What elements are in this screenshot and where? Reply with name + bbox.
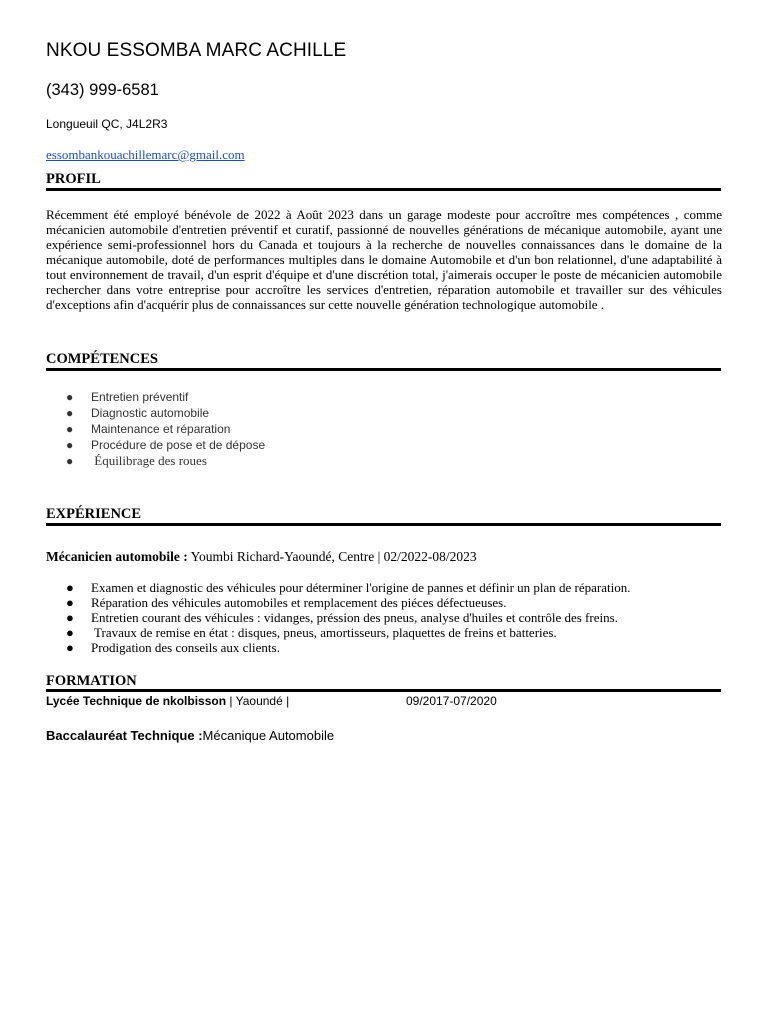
list-item bbox=[66, 405, 265, 421]
experience-bullet: Travaux de remise en état : disques, pneus, amortisseurs, plaquettes de freins et batteries. bbox=[91, 625, 557, 640]
candidate-name: NKOU ESSOMBA MARC ACHILLE bbox=[46, 40, 347, 61]
phone-number: (343) 999-6581 bbox=[46, 81, 159, 99]
bullet-icon: ● bbox=[66, 438, 74, 452]
list-item bbox=[66, 640, 631, 655]
email-link[interactable]: essombankouachillemarc@gmail.com bbox=[46, 147, 245, 162]
degree-value: Mécanique Automobile bbox=[202, 728, 335, 743]
bullet-icon: ● bbox=[66, 580, 74, 595]
bullet-icon: ● bbox=[66, 390, 74, 404]
education-entry bbox=[46, 694, 721, 708]
degree-label: Baccalauréat Technique : bbox=[46, 728, 203, 743]
list-item bbox=[66, 453, 265, 469]
job-details: Youmbi Richard-Yaoundé, Centre | 02/2022-08/2023 bbox=[187, 549, 477, 564]
profile-text: Récemment été employé bénévole de 2022 à Août 2023 dans un garage modeste pour accroître mes compétences , comme mécanicien automobile d'entretien préventif et curatif, passionné de nouvelles générations de mécanique automobile, ayant une expérience semi-professionnel hors du Canada et toujours à la recherche de nouvelles connaissances dans le domaine de la mécanique automobile, doté de performances multiples dans le domaine Automobile et d'un bon relationnel, d'une adaptabilité à tout environnement de travail, d'un esprit d'équipe et d'une discrétion total, j'aimerais occuper le poste de mécanicien automobile rechercher dans votre entreprise pour accroître les services d'entretien, réparation automobile et travailler sur des véhicules d'exceptions afin d'acquérir plus de connaissances sur cette nouvelle génération technologique automobile . bbox=[46, 207, 722, 312]
section-divider bbox=[46, 188, 721, 191]
experience-bullet: Prodigation des conseils aux clients. bbox=[91, 640, 280, 655]
skill-label: Équilibrage des roues bbox=[91, 453, 207, 468]
list-item bbox=[66, 625, 631, 640]
school-location: | Yaoundé | bbox=[226, 694, 290, 708]
list-item bbox=[66, 595, 631, 610]
bullet-icon: ● bbox=[66, 625, 74, 640]
bullet-icon: ● bbox=[66, 640, 74, 655]
degree-line bbox=[46, 728, 334, 743]
list-item bbox=[66, 437, 265, 453]
section-divider bbox=[46, 368, 721, 371]
section-title-competences: COMPÉTENCES bbox=[46, 351, 158, 367]
skill-label: Maintenance et réparation bbox=[91, 422, 231, 436]
experience-bullet: Examen et diagnostic des véhicules pour déterminer l'origine de pannes et définir un plan de réparation. bbox=[91, 580, 631, 595]
experience-bullet: Entretien courant des véhicules : vidanges, préssion des pneus, analyse d'huiles et contrôle des freins. bbox=[91, 610, 618, 625]
skills-list bbox=[66, 389, 265, 469]
list-item bbox=[66, 421, 265, 437]
address: Longueuil QC, J4L2R3 bbox=[46, 117, 168, 131]
list-item bbox=[66, 580, 631, 595]
list-item bbox=[66, 389, 265, 405]
education-dates: 09/2017-07/2020 bbox=[406, 694, 497, 708]
experience-list bbox=[66, 580, 631, 655]
skill-label: Procédure de pose et de dépose bbox=[91, 438, 266, 452]
job-role: Mécanicien automobile : bbox=[46, 549, 188, 564]
bullet-icon: ● bbox=[66, 422, 74, 436]
bullet-icon: ● bbox=[66, 595, 74, 610]
bullet-icon: ● bbox=[66, 406, 74, 420]
section-divider bbox=[46, 523, 721, 526]
bullet-icon: ● bbox=[66, 610, 74, 625]
school-name: Lycée Technique de nkolbisson bbox=[46, 694, 227, 708]
skill-label: Diagnostic automobile bbox=[91, 406, 210, 420]
bullet-icon: ● bbox=[66, 454, 74, 468]
section-title-experience: EXPÉRIENCE bbox=[46, 506, 142, 522]
section-title-profil: PROFIL bbox=[46, 171, 101, 187]
skill-label: Entretien préventif bbox=[91, 390, 189, 404]
section-title-formation: FORMATION bbox=[46, 673, 137, 689]
job-heading bbox=[46, 549, 477, 565]
experience-bullet: Réparation des véhicules automobiles et remplacement des piéces défectueuses. bbox=[91, 595, 507, 610]
list-item bbox=[66, 610, 631, 625]
section-divider bbox=[46, 689, 721, 692]
